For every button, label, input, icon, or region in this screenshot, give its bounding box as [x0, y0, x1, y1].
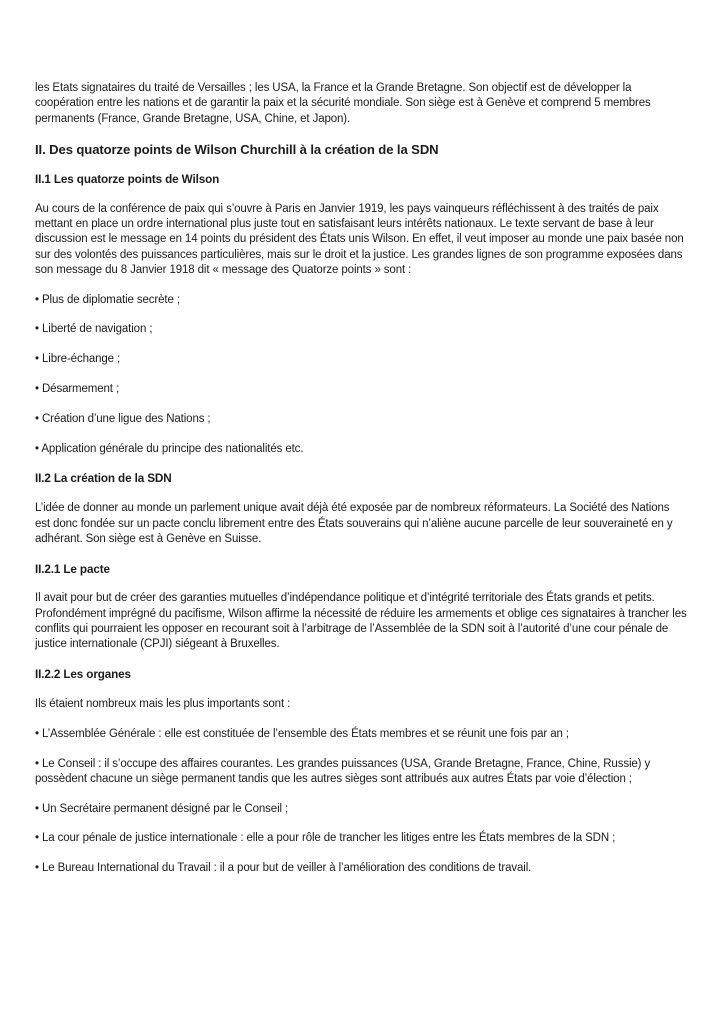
bullet-icon: • [35, 293, 42, 306]
bullet-item [35, 727, 687, 742]
bullet-icon: • [35, 862, 42, 875]
subsection-heading: II.2 La création de la SDN [35, 472, 172, 486]
bullet-item [35, 293, 687, 308]
paragraph: Ils étaient nombreux mais les plus importants sont : [35, 697, 291, 710]
bullet-icon: • [35, 323, 42, 336]
bullet-item [35, 382, 687, 397]
bullet-icon: • [35, 727, 42, 740]
subsection-heading: II.2.2 Les organes [35, 668, 131, 682]
bullet-text: Libre-échange ; [41, 353, 121, 366]
bullet-text: Désarmement ; [41, 383, 120, 396]
bullet-icon: • [35, 383, 42, 396]
bullet-item [35, 861, 687, 876]
subsection-heading: II.1 Les quatorze points de Wilson [35, 172, 220, 186]
bullet-text: Le Bureau International du Travail : il a pour but de veiller à l’amélioration des conditions de travail. [41, 862, 532, 875]
bullet-item [35, 322, 687, 337]
bullet-text: Plus de diplomatie secrète ; [41, 293, 180, 306]
subsection-heading: II.2.1 Le pacte [35, 562, 110, 576]
paragraph: Il avait pour but de créer des garanties mutuelles d’indépendance politique et d’intégrité territoriale des États grands et petits. Profondément imprégné du pacifisme, Wilson affirme la nécessité de réduire les armements et oblige ces signataires à trancher les conflits qui pourraient les opposer en recourant soit à l’arbitrage de l’Assemblée de la SDN soit à l’autorité d’une cour pénale de justice internationale (CPJI) siégeant à Bruxelles. [35, 592, 687, 651]
paragraph: les Etats signataires du traité de Versailles ; les USA, la France et la Grande Bretagne. Son objectif est de développer la coopération entre les nations et de garantir la paix et la sécurité mondiale. Son siège est à Genève et comprend 5 membres permanents (France, Grande Bretagne, USA, Chine, et Japon). [35, 82, 651, 125]
bullet-text: Un Secrétaire permanent désigné par le Conseil ; [41, 802, 289, 815]
bullet-icon: • [35, 802, 42, 815]
section-heading: II. Des quatorze points de Wilson Churchill à la création de la SDN [35, 142, 439, 158]
bullet-icon: • [35, 832, 42, 845]
bullet-text: Le Conseil : il s’occupe des affaires courantes. Les grandes puissances (USA, Grande Bretagne, France, Chine, Russie) y possèdent chacune un siège permanent tandis que les autres sièges sont attribués aux autres États par voie d’élection ; [35, 757, 651, 785]
bullet-item [35, 442, 687, 457]
bullet-icon: • [35, 353, 42, 366]
bullet-item [35, 831, 687, 846]
bullet-item [35, 757, 687, 788]
bullet-text: Création d’une ligue des Nations ; [41, 412, 211, 425]
paragraph: Au cours de la conférence de paix qui s’ouvre à Paris en Janvier 1919, les pays vainqueurs réfléchissent à des traités de paix mettant en place un ordre international plus juste tout en satisfaisant leurs intérêts nationaux. Le texte servant de base à leur discussion est le message en 14 points du président des États unis Wilson. En effet, il veut imposer au monde une paix basée non sur des volontés des puissances particulières, mais sur le droit et la justice. Les grandes lignes de son programme exposées dans son message du 8 Janvier 1918 dit « message des Quatorze points » sont : [35, 202, 684, 276]
bullet-text: La cour pénale de justice internationale : elle a pour rôle de trancher les litiges entre les États membres de la SDN ; [41, 832, 616, 845]
bullet-text: Application générale du principe des nationalités etc. [41, 442, 304, 455]
bullet-item [35, 802, 687, 817]
bullet-icon: • [35, 442, 42, 455]
bullet-item [35, 352, 687, 367]
paragraph: L’idée de donner au monde un parlement unique avait déjà été exposée par de nombreux réformateurs. La Société des Nations est donc fondée sur un pacte conclu librement entre des États souverains qui n’aliène aucune parcelle de leur souveraineté en y adhérant. Son siège est à Genève en Suisse. [35, 502, 673, 545]
bullet-text: Liberté de navigation ; [41, 323, 153, 336]
bullet-text: L’Assemblée Générale : elle est constituée de l’ensemble des États membres et se réunit une fois par an ; [41, 727, 569, 740]
bullet-icon: • [35, 757, 42, 770]
bullet-item [35, 412, 687, 427]
bullet-icon: • [35, 412, 42, 425]
